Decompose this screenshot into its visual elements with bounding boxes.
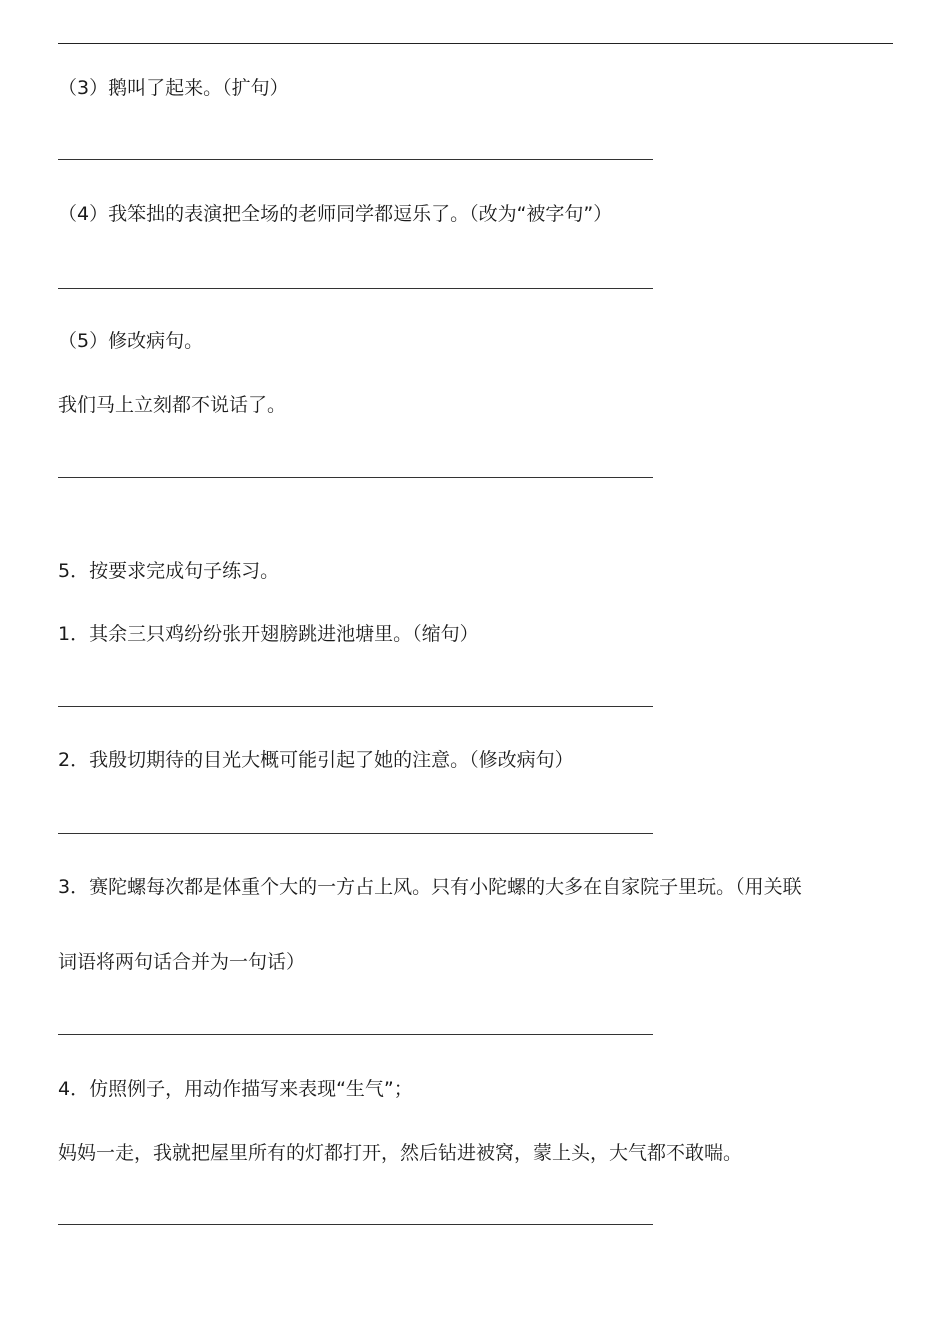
answer-line-q3[interactable] [58, 159, 653, 160]
item-4: 4．仿照例子，用动作描写来表现“生气”； [58, 1078, 413, 1100]
question-4: （4）我笨拙的表演把全场的老师同学都逗乐了。（改为“被字句”） [58, 203, 613, 225]
answer-line-item-2[interactable] [58, 833, 653, 834]
answer-line-item-4[interactable] [58, 1224, 653, 1225]
question-3: （3）鹅叫了起来。（扩句） [58, 77, 289, 99]
item-3-line-2: 词语将两句话合并为一句话） [58, 951, 306, 973]
answer-line-q4[interactable] [58, 288, 653, 289]
item-4-example: 妈妈一走，我就把屋里所有的灯都打开，然后钻进被窝，蒙上头，大气都不敢喘。 [58, 1142, 743, 1164]
item-3-line-1: 3．赛陀螺每次都是体重个大的一方占上风。只有小陀螺的大多在自家院子里玩。（用关联 [58, 876, 802, 898]
item-2: 2．我殷切期待的目光大概可能引起了她的注意。（修改病句） [58, 749, 574, 771]
answer-line-item-1[interactable] [58, 706, 653, 707]
answer-line-q5[interactable] [58, 477, 653, 478]
answer-line-item-3[interactable] [58, 1034, 653, 1035]
section-5-heading: 5．按要求完成句子练习。 [58, 560, 280, 582]
question-5-sentence: 我们马上立刻都不说话了。 [58, 394, 287, 416]
item-1: 1．其余三只鸡纷纷张开翅膀跳进池塘里。（缩句） [58, 623, 479, 645]
top-rule [58, 43, 893, 44]
question-5-title: （5）修改病句。 [58, 330, 204, 352]
